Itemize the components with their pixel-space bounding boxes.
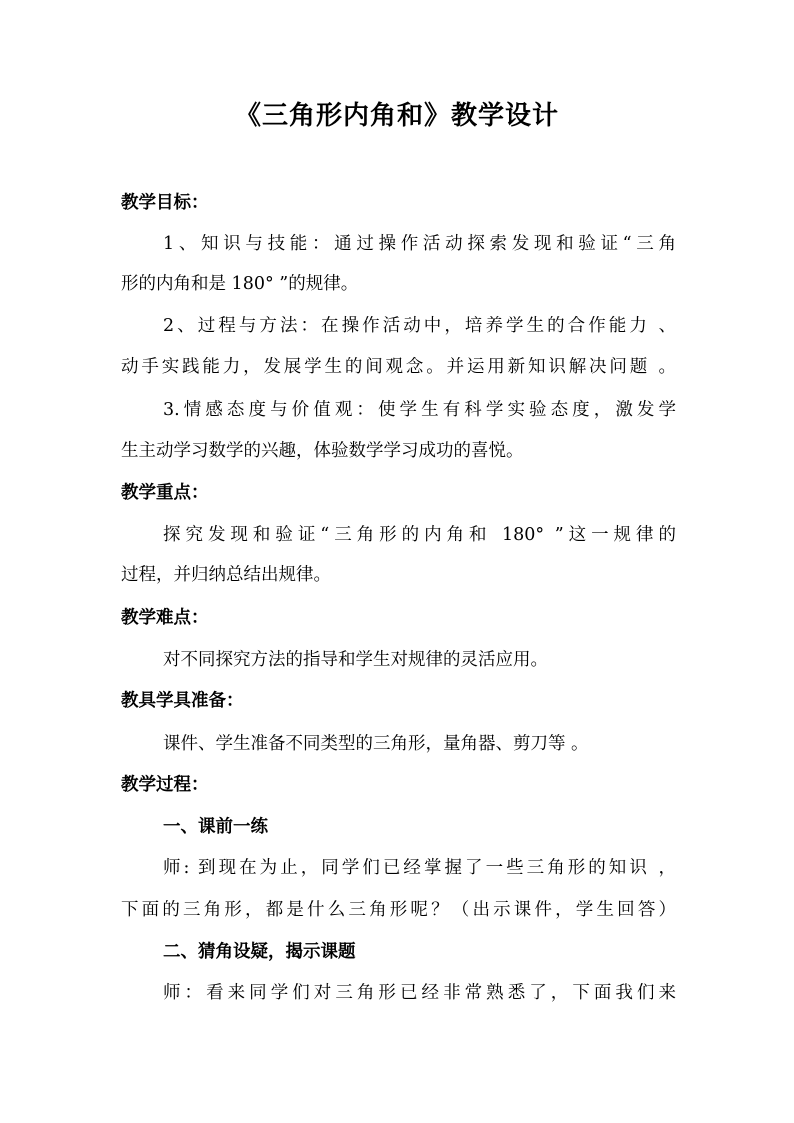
goal-2-line-1: 2、过程与方法：在操作活动中，培养学生的合作能力 、 (163, 316, 676, 336)
section-heading-goals: 教学目标： (121, 193, 209, 213)
process-step-2-line-1: 师：看来同学们对三角形已经非常熟悉了，下面我们来 (163, 983, 676, 1003)
key-points-line-2: 过程，并归纳总结出规律。 (121, 565, 331, 585)
goal-3-line-2: 生主动学习数学的兴趣，体验数学学习成功的喜悦。 (121, 441, 524, 461)
document-title: 《三角形内角和》教学设计 (234, 101, 559, 131)
section-heading-materials: 教具学具准备： (121, 691, 244, 711)
difficulties-line-1: 对不同探究方法的指导和学生对规律的灵活应用。 (163, 650, 548, 670)
section-heading-key-points: 教学重点： (121, 483, 209, 503)
materials-line-1: 课件、学生准备不同类型的三角形，量角器、剪刀等 。 (163, 734, 589, 754)
key-points-line-1: 探究发现和验证“三角形的内角和 180° ”这一规律的 (163, 525, 676, 545)
process-step-2-heading: 二、猜角设疑，揭示课题 (163, 942, 356, 962)
goal-1-line-1: 1、知识与技能：通过操作活动探索发现和验证“三角 (163, 234, 676, 254)
goal-3-line-1: 3.情感态度与价值观：使学生有科学实验态度，激发学 (163, 400, 676, 420)
process-step-1-heading: 一、课前一练 (163, 817, 268, 837)
goal-2-line-2: 动手实践能力，发展学生的间观念。并运用新知识解决问题 。 (121, 357, 676, 377)
goal-1-line-2: 形的内角和是 180° ”的规律。 (121, 274, 359, 294)
section-heading-process: 教学过程： (121, 775, 209, 795)
process-step-1-line-1: 师: 到现在为止，同学们已经掌握了一些三角形的知识 ， (163, 858, 676, 878)
process-step-1-line-2: 下面的三角形，都是什么三角形呢？（出示课件，学生回答） (121, 900, 676, 920)
section-heading-difficulties: 教学难点： (121, 608, 209, 628)
